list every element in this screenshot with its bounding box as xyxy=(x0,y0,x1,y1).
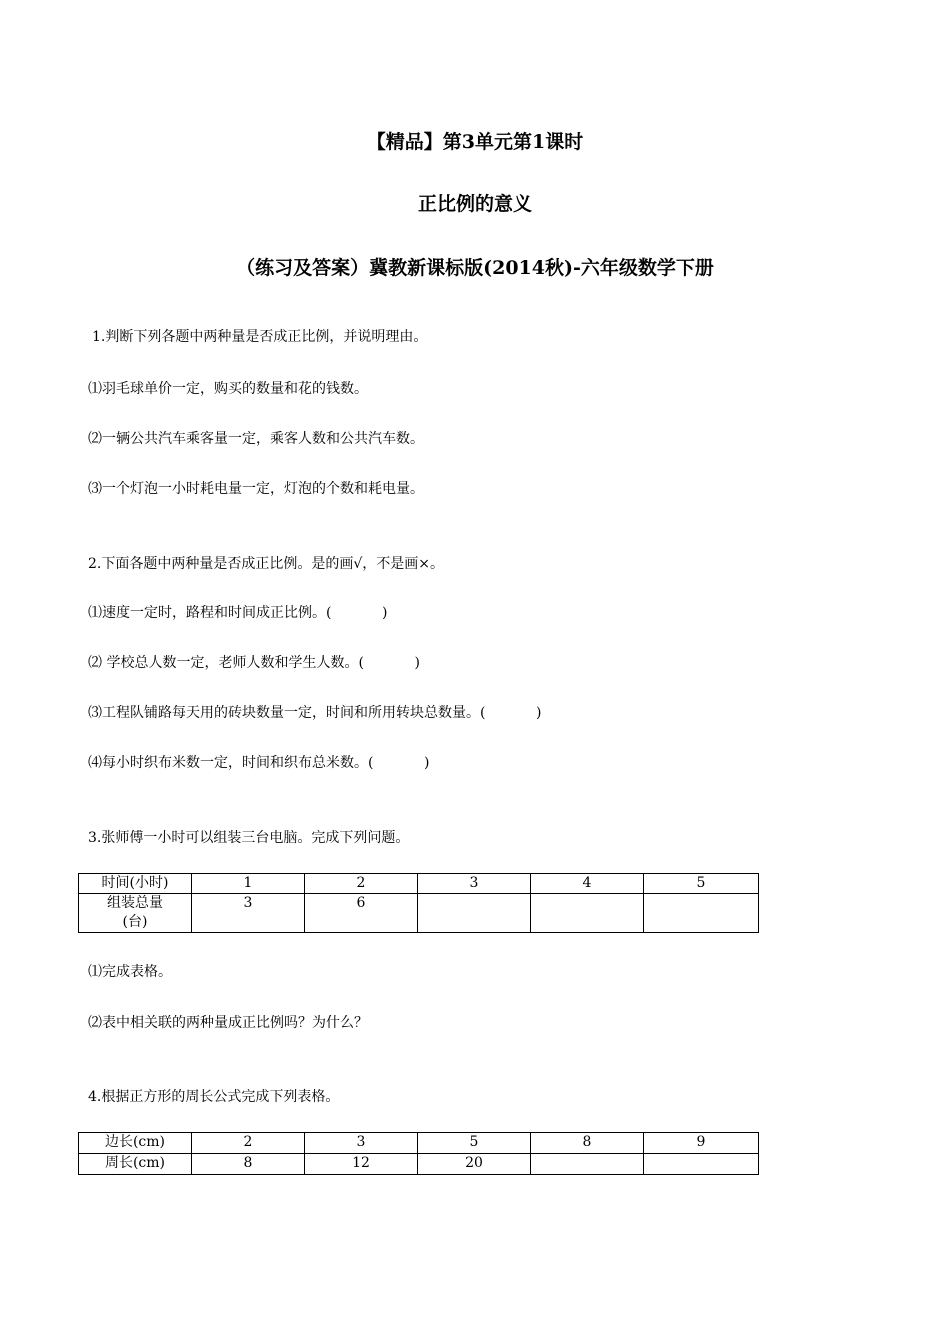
table-cell: 5 xyxy=(644,874,759,894)
q3-sub-2: ⑵表中相关联的两种量成正比例吗？为什么？ xyxy=(88,1015,368,1031)
title-line-2: 正比例的意义 xyxy=(417,193,532,215)
q4-table xyxy=(78,1132,759,1175)
table-cell: 周长(cm) xyxy=(79,1154,192,1175)
table-cell xyxy=(531,1154,644,1175)
q2-item-3-text: ⑶工程队铺路每天用的砖块数量一定，时间和所用转块总数量。 xyxy=(88,705,480,721)
table-cell xyxy=(644,1154,759,1175)
table-cell xyxy=(531,894,644,933)
q3-table xyxy=(78,873,759,933)
q2-item-2: ⑵ 学校总人数一定，老师人数和学生人数。( ) xyxy=(88,655,420,671)
answer-bracket: ( xyxy=(480,705,486,721)
table-cell: 8 xyxy=(531,1133,644,1154)
title-line-3: （练习及答案）冀教新课标版(2014秋)-六年级数学下册 xyxy=(236,257,714,279)
answer-bracket: ( xyxy=(326,605,332,621)
table-cell: 12 xyxy=(305,1154,418,1175)
table-cell: 1 xyxy=(192,874,305,894)
table-cell: 20 xyxy=(418,1154,531,1175)
table-cell xyxy=(79,894,192,933)
table-cell: 9 xyxy=(644,1133,759,1154)
q3-sub-1: ⑴完成表格。 xyxy=(88,964,172,980)
table-row xyxy=(79,1154,759,1175)
table-cell xyxy=(418,894,531,933)
q1-item-3: ⑶一个灯泡一小时耗电量一定，灯泡的个数和耗电量。 xyxy=(88,481,424,497)
q2-item-1: ⑴速度一定时，路程和时间成正比例。( ) xyxy=(88,605,388,621)
table-cell: 5 xyxy=(418,1133,531,1154)
table-cell: 3 xyxy=(305,1133,418,1154)
title-line-1: 【精品】第3单元第1课时 xyxy=(366,131,584,153)
table-cell: 3 xyxy=(418,874,531,894)
table-row xyxy=(79,874,759,894)
q2-heading: 2.下面各题中两种量是否成正比例。是的画√，不是画×。 xyxy=(88,556,445,572)
table-cell: 4 xyxy=(531,874,644,894)
answer-bracket: ( xyxy=(368,755,374,771)
q2-item-4-text: ⑷每小时织布米数一定，时间和织布总米数。 xyxy=(88,755,368,771)
q2-item-1-text: ⑴速度一定时，路程和时间成正比例。 xyxy=(88,605,326,621)
table-cell: 8 xyxy=(192,1154,305,1175)
q1-item-1: ⑴羽毛球单价一定，购买的数量和花的钱数。 xyxy=(88,381,368,397)
q2-item-2-text: ⑵ 学校总人数一定，老师人数和学生人数。 xyxy=(88,655,359,671)
table-row xyxy=(79,894,759,933)
q1-item-2: ⑵一辆公共汽车乘客量一定，乘客人数和公共汽车数。 xyxy=(88,431,424,447)
table-cell: 6 xyxy=(305,894,418,933)
q4-heading: 4.根据正方形的周长公式完成下列表格。 xyxy=(88,1089,340,1105)
table-cell: 边长(cm) xyxy=(79,1133,192,1154)
answer-bracket: ( xyxy=(358,655,364,671)
row-label-line-2: (台) xyxy=(122,914,148,930)
table-cell: 3 xyxy=(192,894,305,933)
table-cell xyxy=(644,894,759,933)
q2-item-3: ⑶工程队铺路每天用的砖块数量一定，时间和所用转块总数量。( ) xyxy=(88,705,542,721)
q1-heading: 1.判断下列各题中两种量是否成正比例，并说明理由。 xyxy=(92,329,428,345)
q3-heading: 3.张师傅一小时可以组装三台电脑。完成下列问题。 xyxy=(88,830,410,846)
table-row xyxy=(79,1133,759,1154)
table-cell: 2 xyxy=(305,874,418,894)
q2-item-4: ⑷每小时织布米数一定，时间和织布总米数。( ) xyxy=(88,755,430,771)
table-cell: 2 xyxy=(192,1133,305,1154)
table-cell: 时间(小时) xyxy=(79,874,192,894)
row-label-line-1: 组装总量 xyxy=(107,895,163,911)
